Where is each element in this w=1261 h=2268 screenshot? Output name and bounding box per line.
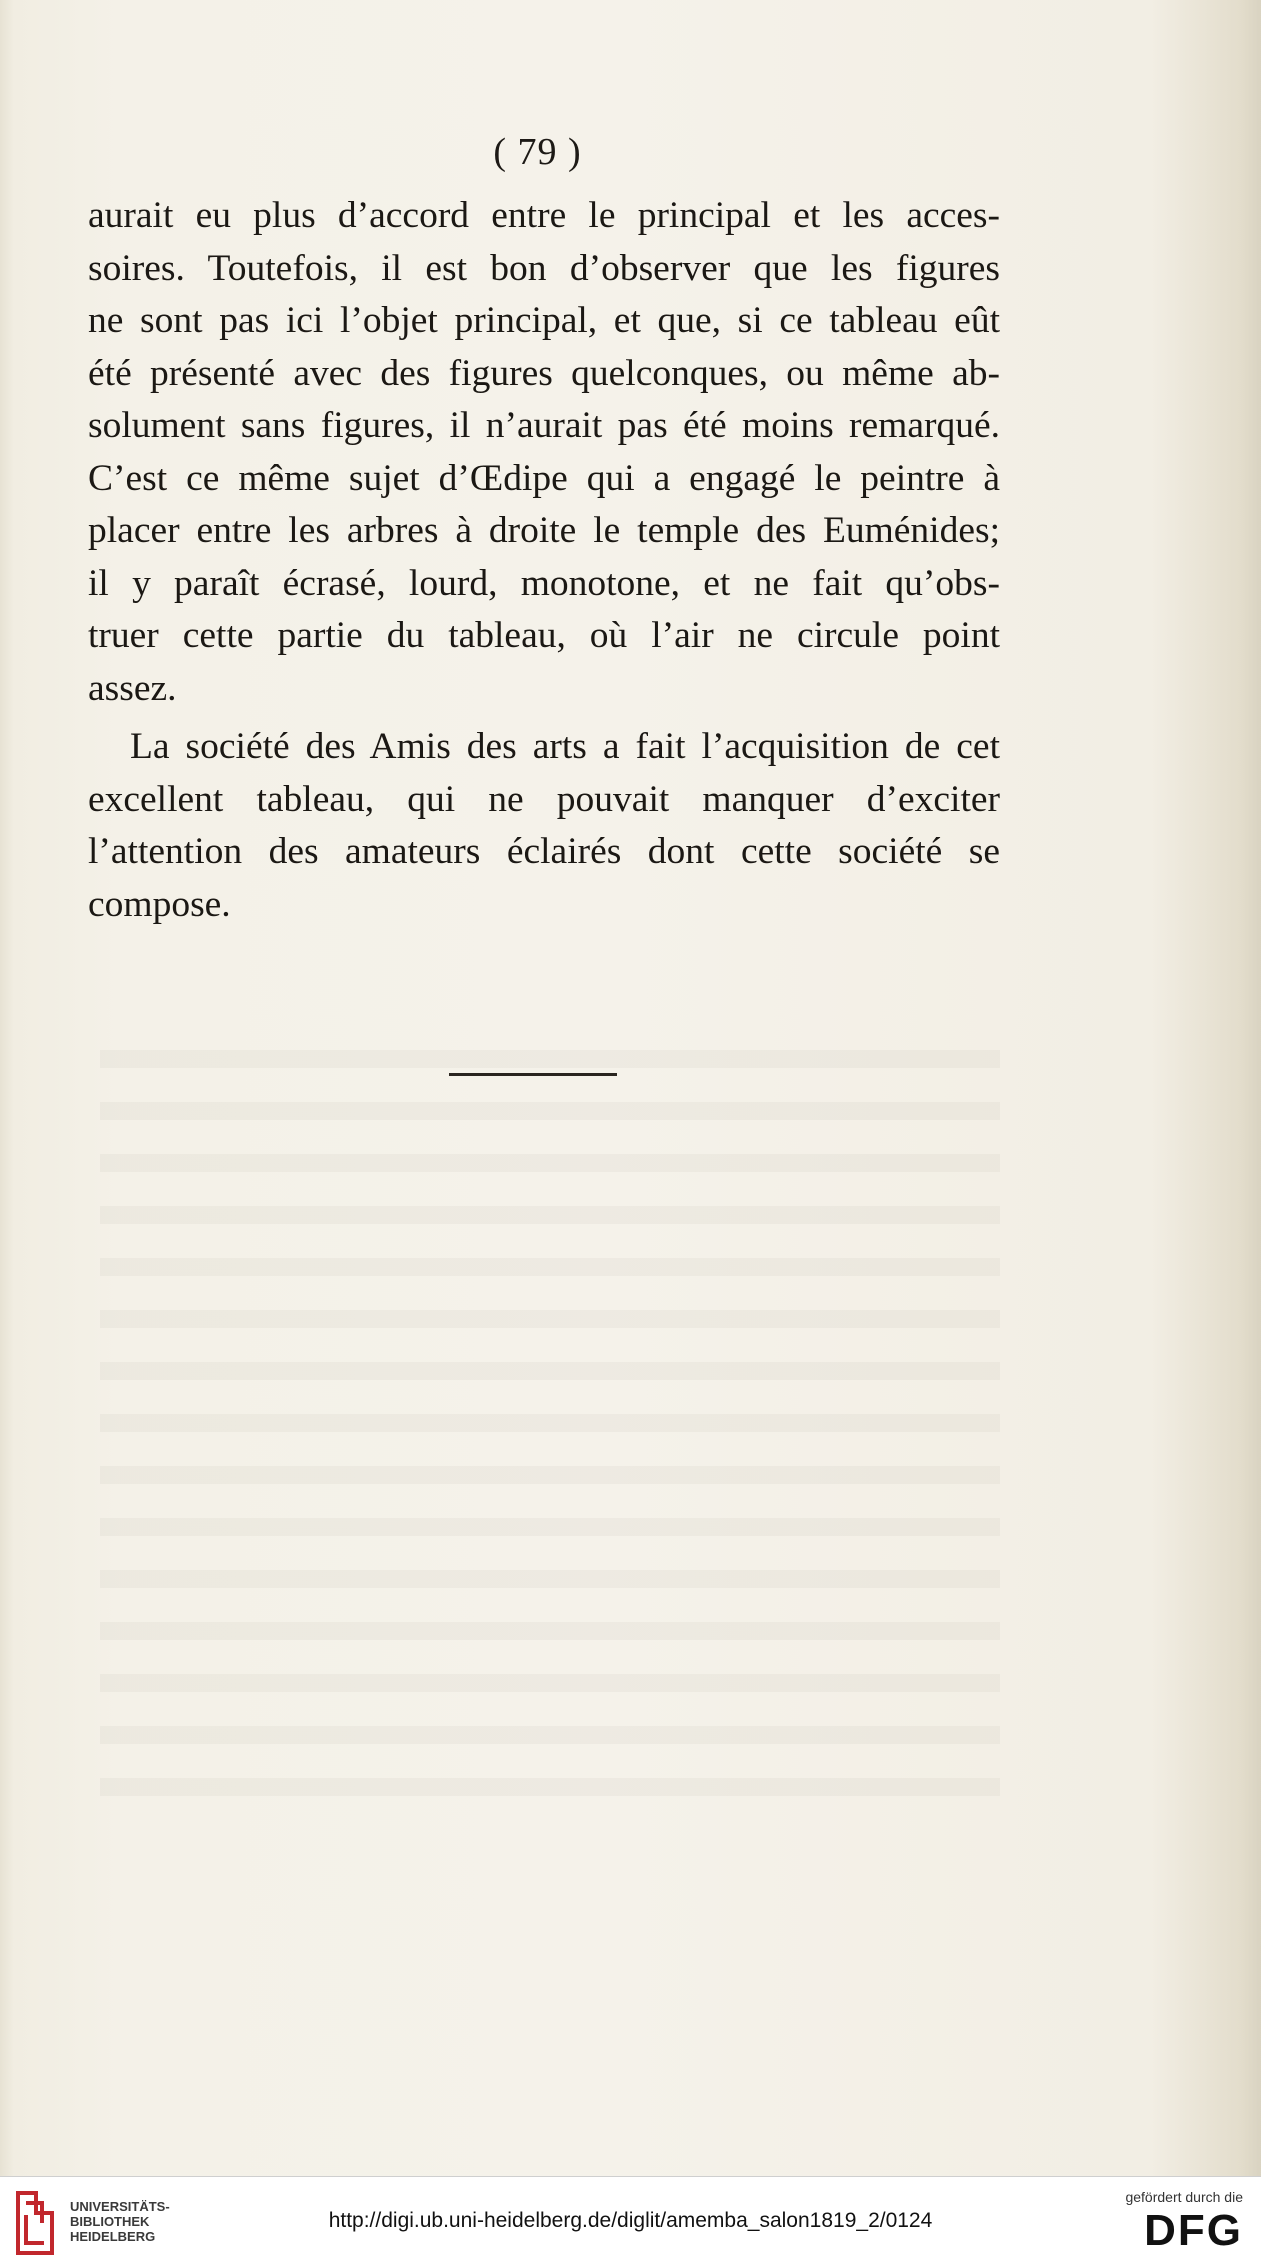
library-name-line: UNIVERSITÄTS-	[70, 2199, 170, 2214]
section-divider	[449, 1073, 617, 1076]
text-line: solument sans figures, il n’aurait pas été moins remarqué.	[88, 405, 1000, 446]
bleed-through-text	[100, 1050, 1000, 1810]
footer-bar	[0, 2176, 1261, 2268]
paragraph-1	[88, 190, 1000, 715]
text-line: C’est ce même sujet d’Œdipe qui a engagé le peintre à	[88, 457, 1000, 499]
paragraph-2	[88, 721, 1000, 931]
text-line: truer cette partie du tableau, où l’air ne circule point	[88, 615, 1000, 656]
dfg-logo: DFG	[1144, 2206, 1243, 2255]
text-line: placer entre les arbres à droite le temple des Euménides;	[88, 510, 1000, 551]
page-number: ( 79 )	[493, 131, 582, 173]
library-name-line: HEIDELBERG	[70, 2229, 156, 2244]
text-line: il y paraît écrasé, lourd, monotone, et ne fait qu’obs-	[88, 562, 1000, 604]
text-line: excellent tableau, qui ne pouvait manquer d’exciter	[88, 778, 1000, 820]
text-line: compose.	[88, 883, 231, 925]
funding-notice	[1093, 2189, 1243, 2257]
text-line: été présenté avec des figures quelconques, ou même ab-	[88, 352, 1000, 394]
body-text	[88, 190, 1000, 931]
text-line: l’attention des amateurs éclairés dont cette société se	[88, 831, 1000, 872]
funding-label: gefördert durch die	[1125, 2189, 1243, 2205]
text-line: aurait eu plus d’accord entre le principal et les acces-	[88, 195, 1000, 236]
text-line: assez.	[88, 667, 177, 709]
library-name-line: BIBLIOTHEK	[70, 2214, 150, 2229]
text-line: ne sont pas ici l’objet principal, et que, si ce tableau eût	[88, 300, 1000, 341]
text-line: La société des Amis des arts a fait l’acquisition de cet	[130, 726, 1000, 767]
text-line: soires. Toutefois, il est bon d’observer que les figures	[88, 247, 1000, 289]
source-url-link[interactable]: http://digi.ub.uni-heidelberg.de/diglit/amemba_salon1819_2/0124	[328, 2209, 933, 2232]
